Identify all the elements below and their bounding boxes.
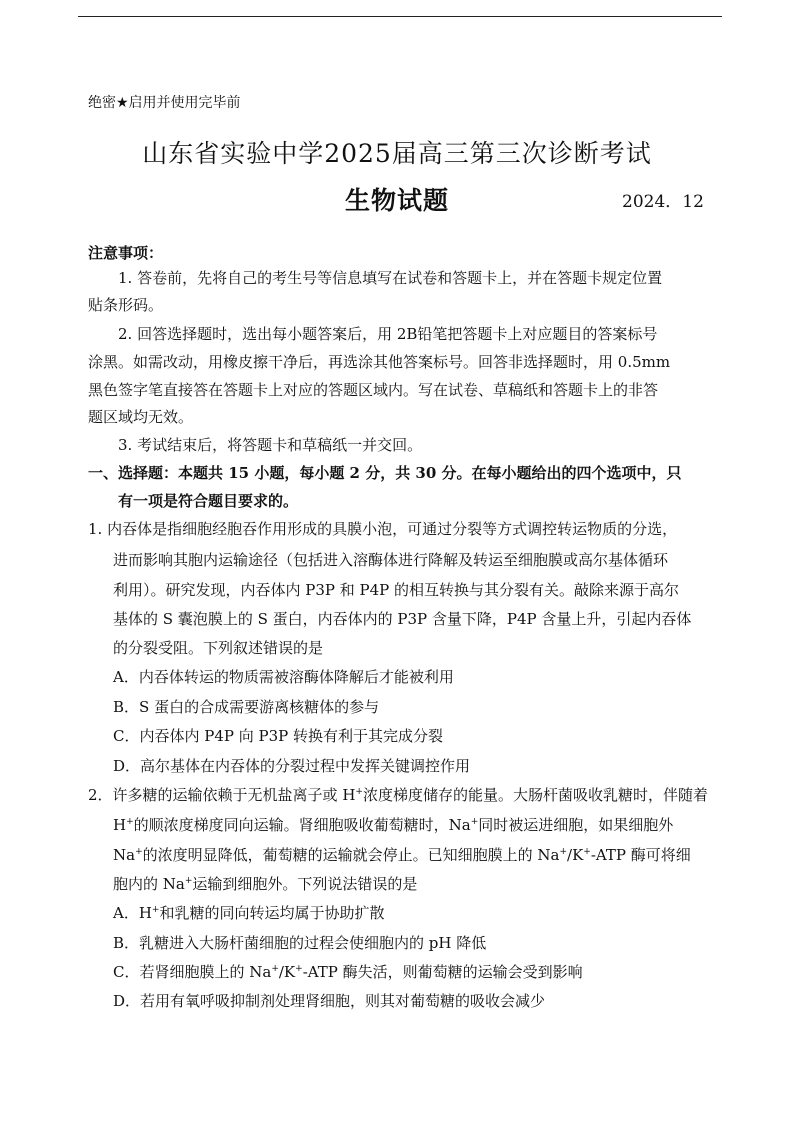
section-heading-cont: 有一项是符合题目要求的。 [118,492,299,510]
exam-title: 山东省实验中学2025届高三第三次诊断考试 [142,139,652,168]
q1-stem-line: 的分裂受阻。下列叙述错误的是 [113,639,324,657]
exam-date: 2024．12 [622,192,704,212]
q2-option-b: B．乳糖进入大肠杆菌细胞的过程会使细胞内的 pH 降低 [113,934,487,952]
q2-stem-line: Na+的浓度明显降低，葡萄糖的运输就会停止。已知细胞膜上的 Na+/K+-ATP 酶可将细 [113,846,691,864]
q1-stem-line: 基体的 S 囊泡膜上的 S 蛋白，内吞体内的 P3P 含量下降，P4P 含量上升，引起内吞体 [113,610,692,628]
q1-option-b: B．S 蛋白的合成需要游离核糖体的参与 [113,698,380,716]
q1-option-d: D．高尔基体在内吞体的分裂过程中发挥关键调控作用 [113,757,471,775]
q1-option-c: C．内吞体内 P4P 向 P3P 转换有利于其完成分裂 [113,727,444,745]
notice-line: 2. 回答选择题时，选出每小题答案后，用 2B铅笔把答题卡上对应题目的答案标号 [118,325,658,343]
q1-option-a: A．内吞体转运的物质需被溶酶体降解后才能被利用 [113,668,454,686]
notice-heading: 注意事项： [88,244,164,262]
q2-option-d: D．若用有氧呼吸抑制剂处理肾细胞，则其对葡萄糖的吸收会减少 [113,992,546,1010]
subject-title: 生物试题 [345,186,450,215]
notice-line: 黑色签字笔直接答在答题卡上对应的答题区域内。写在试卷、草稿纸和答题卡上的非答 [88,381,659,399]
notice-line: 贴条形码。 [88,296,164,314]
secret-label: 绝密★启用并使用完毕前 [88,95,241,111]
notice-line: 题区域均无效。 [88,408,194,426]
notice-line: 涂黑。如需改动，用橡皮擦干净后，再选涂其他答案标号。回答非选择题时，用 0.5mm [88,353,671,371]
notice-line: 3. 考试结束后，将答题卡和草稿纸一并交回。 [118,436,423,454]
q2-option-a: A．H+和乳糖的同向转运均属于协助扩散 [113,904,385,922]
q1-stem-line: 进而影响其胞内运输途径（包括进入溶酶体进行降解及转运至细胞膜或高尔基体循环 [113,551,669,569]
q2-stem-line: 2．许多糖的运输依赖于无机盐离子或 H+浓度梯度储存的能量。大肠杆菌吸收乳糖时，伴随着 [88,786,708,804]
header-rule [78,16,722,17]
q2-stem-line: 胞内的 Na+运输到细胞外。下列说法错误的是 [113,875,418,893]
q1-stem-line: 利用）。研究发现，内吞体内 P3P 和 P4P 的相互转换与其分裂有关。敲除来源于高尔 [113,581,680,599]
q2-stem-line: H+的顺浓度梯度同向运输。肾细胞吸收葡萄糖时，Na+同时被运进细胞，如果细胞外 [113,816,674,834]
section-heading: 一、选择题：本题共 15 小题，每小题 2 分，共 30 分。在每小题给出的四个选项中，只 [88,464,682,482]
q2-option-c: C．若肾细胞膜上的 Na+/K+-ATP 酶失活，则葡萄糖的运输会受到影响 [113,963,583,981]
notice-line: 1. 答卷前，先将自己的考生号等信息填写在试卷和答题卡上，并在答题卡规定位置 [118,269,663,287]
superscript-plus: + [355,787,363,797]
q1-stem-line: 1. 内吞体是指细胞经胞吞作用形成的具膜小泡，可通过分裂等方式调控转运物质的分选， [88,520,678,538]
